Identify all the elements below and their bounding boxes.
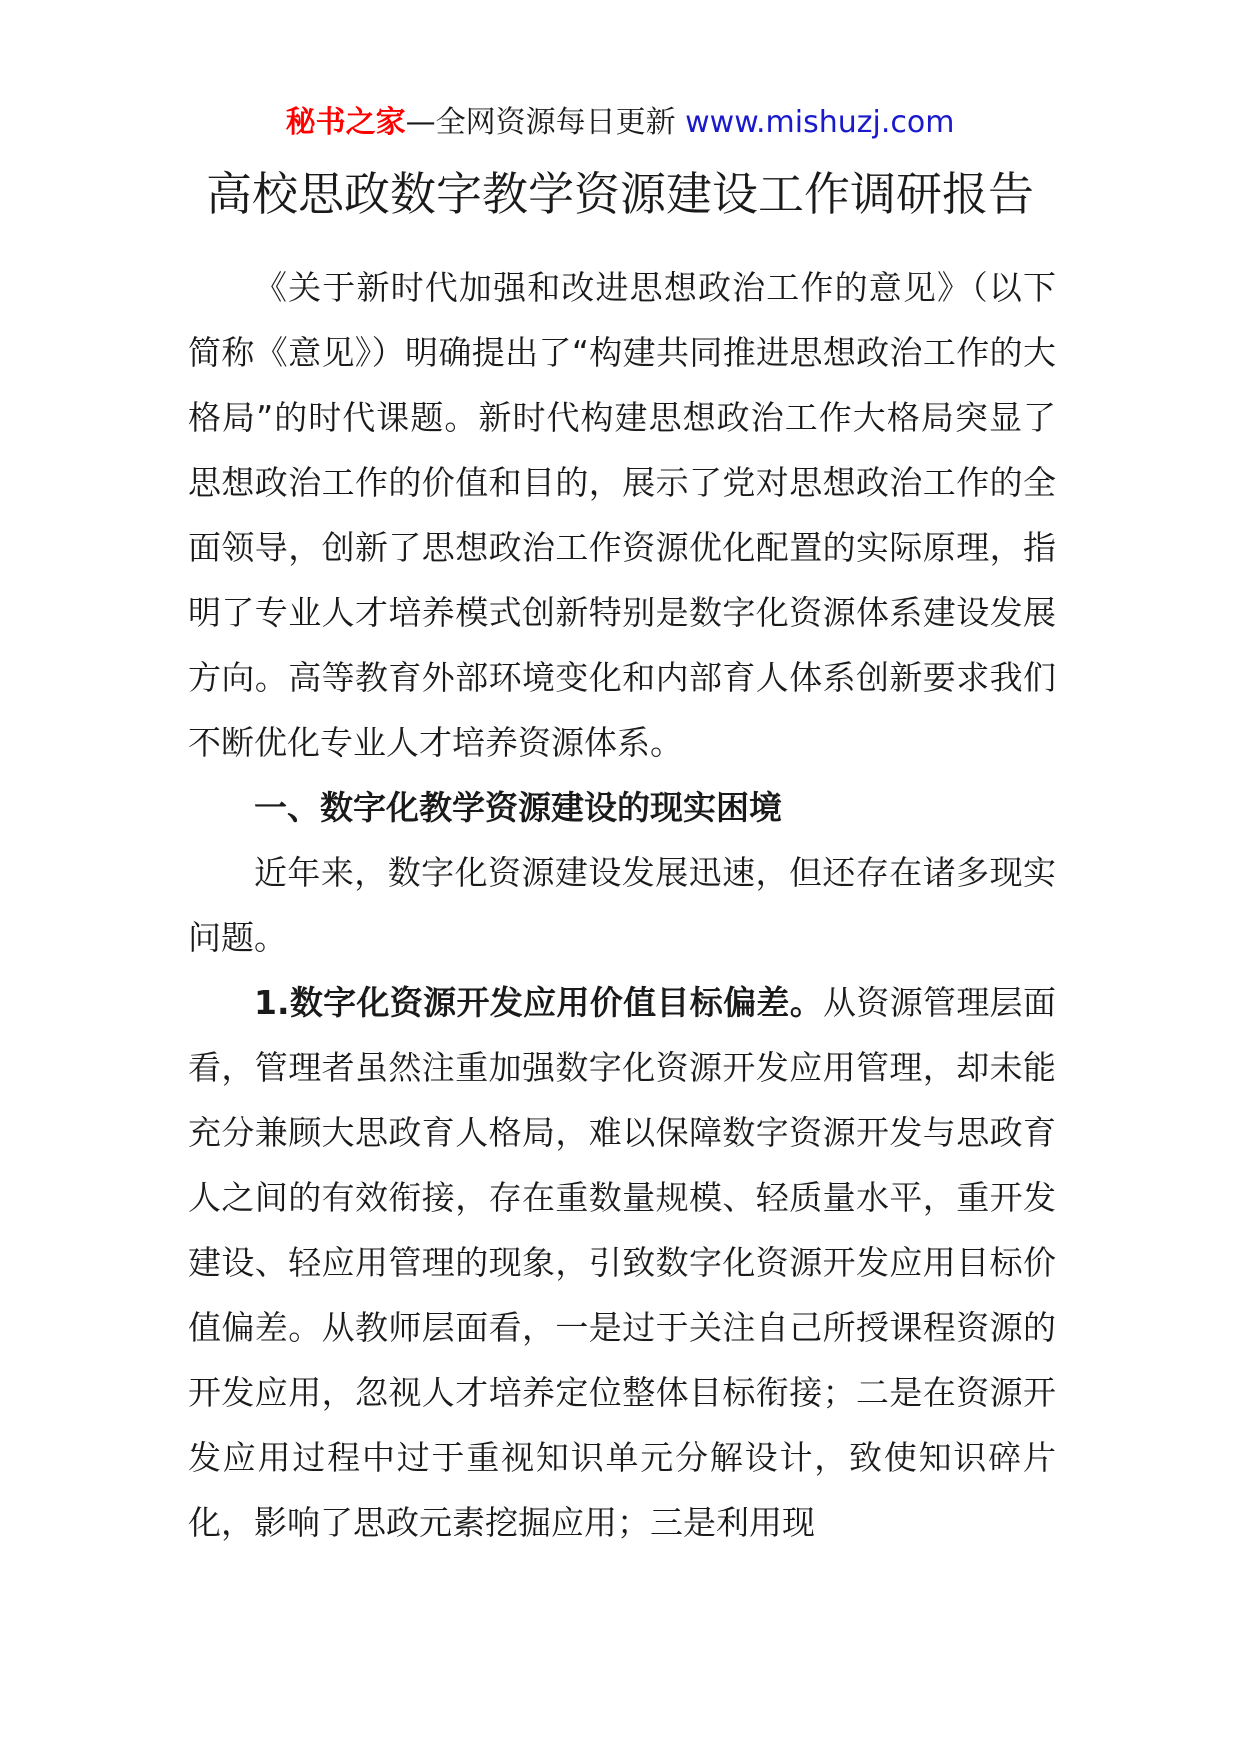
intro-paragraph: 《关于新时代加强和改进思想政治工作的意见》（以下简称《意见》）明确提出了“构建共同推进思想政治工作的大格局”的时代课题。新时代构建思想政治工作大格局突显了思想政治工作的价值和目的，展示了党对思想政治工作的全面领导，创新了思想政治工作资源优化配置的实际原理，指明了专业人才培养模式创新特别是数字化资源体系建设发展方向。高等教育外部环境变化和内部育人体系创新要求我们不断优化专业人才培养资源体系。 — [188, 268, 1056, 762]
site-url-link[interactable]: www.mishuzj.com — [685, 105, 955, 140]
section-intro-paragraph: 近年来，数字化资源建设发展迅速，但还存在诸多现实问题。 — [188, 853, 1056, 957]
point-paragraph — [188, 970, 1056, 1555]
document-title: 高校思政数字教学资源建设工作调研报告 — [206, 167, 1034, 221]
banner-tagline: —全网资源每日更新 — [405, 105, 686, 140]
site-banner — [0, 103, 1240, 143]
point-lead: 1.数字化资源开发应用价值目标偏差。 — [254, 983, 824, 1022]
section-heading: 一、数字化教学资源建设的现实困境 — [254, 788, 782, 827]
document-body — [188, 255, 1056, 1555]
point-body: 从资源管理层面看，管理者虽然注重加强数字化资源开发应用管理，却未能充分兼顾大思政育人格局，难以保障数字资源开发与思政育人之间的有效衔接，存在重数量规模、轻质量水平，重开发建设、轻应用管理的现象，引致数字化资源开发应用目标价值偏差。从教师层面看，一是过于关注自己所授课程资源的开发应用，忽视人才培养定位整体目标衔接；二是在资源开发应用过程中过于重视知识单元分解设计，致使知识碎片化，影响了思政元素挖掘应用；三是利用现 — [188, 983, 1057, 1542]
brand-name: 秘书之家 — [285, 105, 406, 140]
